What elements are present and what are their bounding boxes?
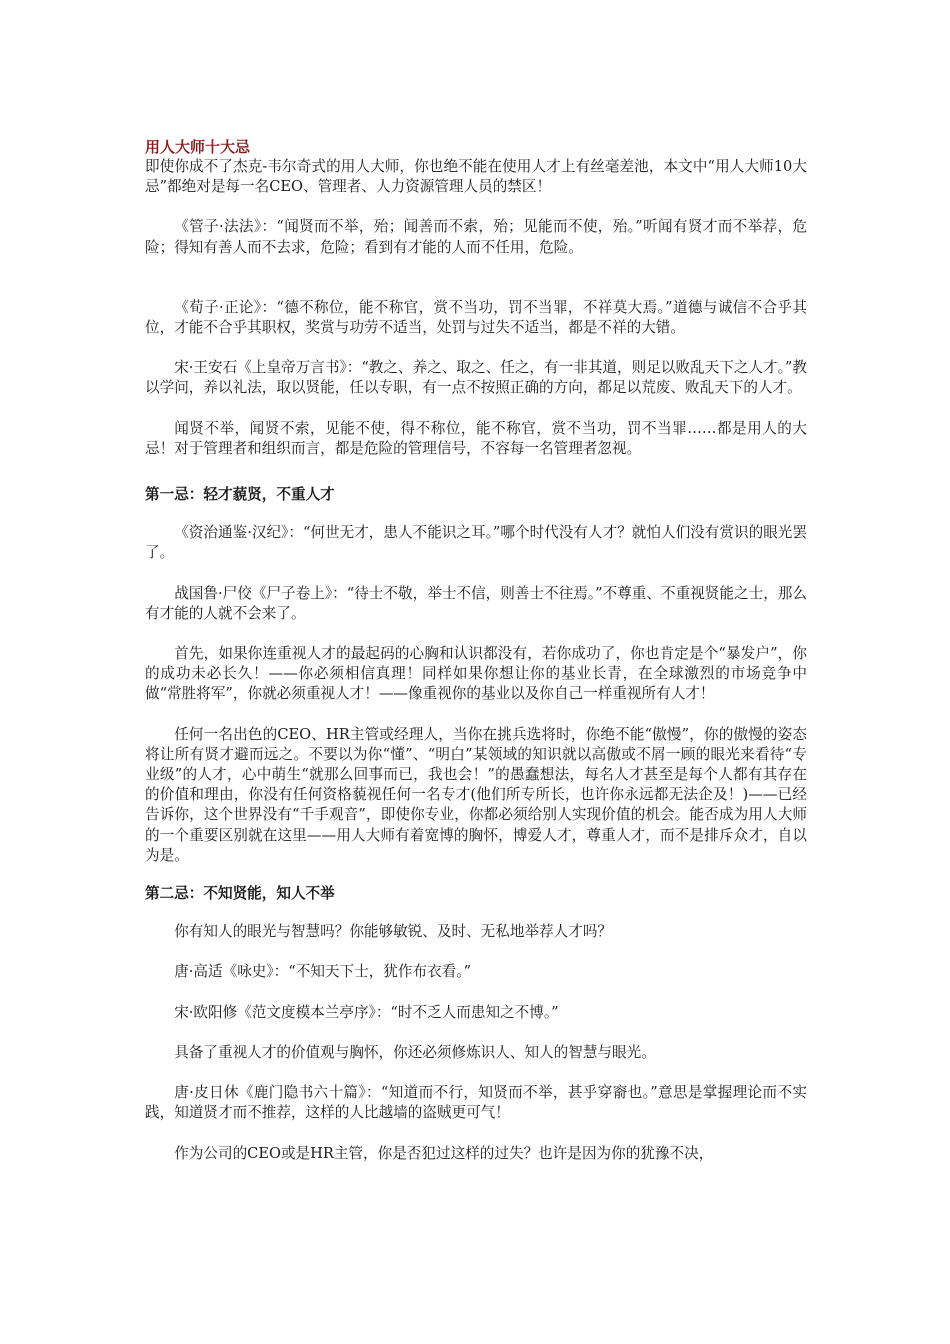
- section-heading-2: 第二忌：不知贤能，知人不举: [145, 885, 335, 903]
- section-heading-1: 第一忌：轻才藐贤，不重人才: [145, 486, 335, 504]
- intro-paragraph: 即使你成不了杰克-韦尔奇式的用人大师，你也绝不能在使用人才上有丝毫差池，本文中“用人大师10大忌”都绝对是每一名CEO、管理者、人力资源管理人员的禁区！: [145, 158, 807, 196]
- paragraph-wanganshi: 宋·王安石《上皇帝万言书》：“教之、养之、取之、任之，有一非其道，则足以败乱天下之人才。”教以学问，养以礼法，取以贤能，任以专职，有一点不按照正确的方向，都足以荒废、败乱天下的人才。: [145, 359, 807, 397]
- s1-paragraph-3: 首先，如果你连重视人才的最起码的心胸和认识都没有，若你成功了，你也肯定是个“暴发户”，你的成功未必长久！——你必须相信真理！同样如果你想让你的基业长青，在全球激烈的市场竞争中做“常胜将军”，你就必须重视人才！——像重视你的基业以及你自己一样重视所有人才！: [145, 645, 807, 703]
- s2-paragraph-5: 唐·皮日休《鹿门隐书六十篇》：“知道而不行，知贤而不举，甚乎穿窬也。”意思是掌握理论而不实践，知道贤才而不推荐，这样的人比越墙的盗贼更可气！: [145, 1084, 807, 1122]
- paragraph-guanzi: 《管子·法法》：“闻贤而不举，殆；闻善而不索，殆；见能而不使，殆。”听闻有贤才而不举荐，危险；得知有善人而不去求，危险；看到有才能的人而不任用，危险。: [145, 218, 807, 256]
- document-title: 用人大师十大忌: [145, 138, 251, 156]
- s2-paragraph-3: 宋·欧阳修《范文度模本兰亭序》：“时不乏人而患知之不博。”: [174, 1003, 559, 1021]
- document-body: [145, 137, 807, 1164]
- paragraph-summary: 闻贤不举，闻贤不索，见能不使，得不称位，能不称官，赏不当功，罚不当罪……都是用人的大忌！对于管理者和组织而言，都是危险的管理信号，不容每一名管理者忽视。: [145, 419, 807, 457]
- s2-paragraph-1: 你有知人的眼光与智慧吗？你能够敏锐、及时、无私地举荐人才吗？: [174, 923, 613, 941]
- paragraph-xunzi: 《荀子·正论》：“德不称位，能不称官，赏不当功，罚不当罪，不祥莫大焉。”道德与诚信不合乎其位，才能不合乎其职权，奖赏与功劳不适当，处罚与过失不适当，都是不祥的大错。: [145, 298, 807, 337]
- s2-paragraph-2: 唐·高适《咏史》：“不知天下士，犹作布衣看。”: [174, 963, 472, 981]
- s1-paragraph-1: 《资治通鉴·汉纪》：“何世无才，患人不能识之耳。”哪个时代没有人才？就怕人们没有赏识的眼光罢了。: [145, 524, 807, 562]
- s1-paragraph-2: 战国鲁·尸佼《尸子卷上》：“待士不敬，举士不信，则善士不往焉。”不尊重、不重视贤能之士，那么有才能的人就不会来了。: [145, 584, 807, 622]
- s2-paragraph-4: 具备了重视人才的价值观与胸怀，你还必须修炼识人、知人的智慧与眼光。: [174, 1043, 656, 1061]
- s2-paragraph-6: 作为公司的CEO或是HR主管，你是否犯过这样的过失？也许是因为你的犹豫不决，: [174, 1144, 714, 1162]
- s1-paragraph-4: 任何一名出色的CEO、HR主管或经理人，当你在挑兵选将时，你绝不能“傲慢”，你的傲慢的姿态将让所有贤才避而远之。不要以为你“懂”、“明白”某领域的知识就以高傲或不屑一顾的眼光来看待“专业级”的人才，心中萌生“就那么回事而已，我也会！”的愚蠢想法，每名人才甚至是每个人都有其存在的价值和理由，你没有任何资格藐视任何一名专才(他们所专所长，也许你永远都无法企及！)——已经告诉你，这个世界没有“千手观音”，即使你专业，你都必须给别人实现价值的机会。能否成为用人大师的一个重要区别就在这里——用人大师有着宽博的胸怀，博爱人才，尊重人才，而不是排斥众才，自以为是。: [145, 725, 807, 864]
